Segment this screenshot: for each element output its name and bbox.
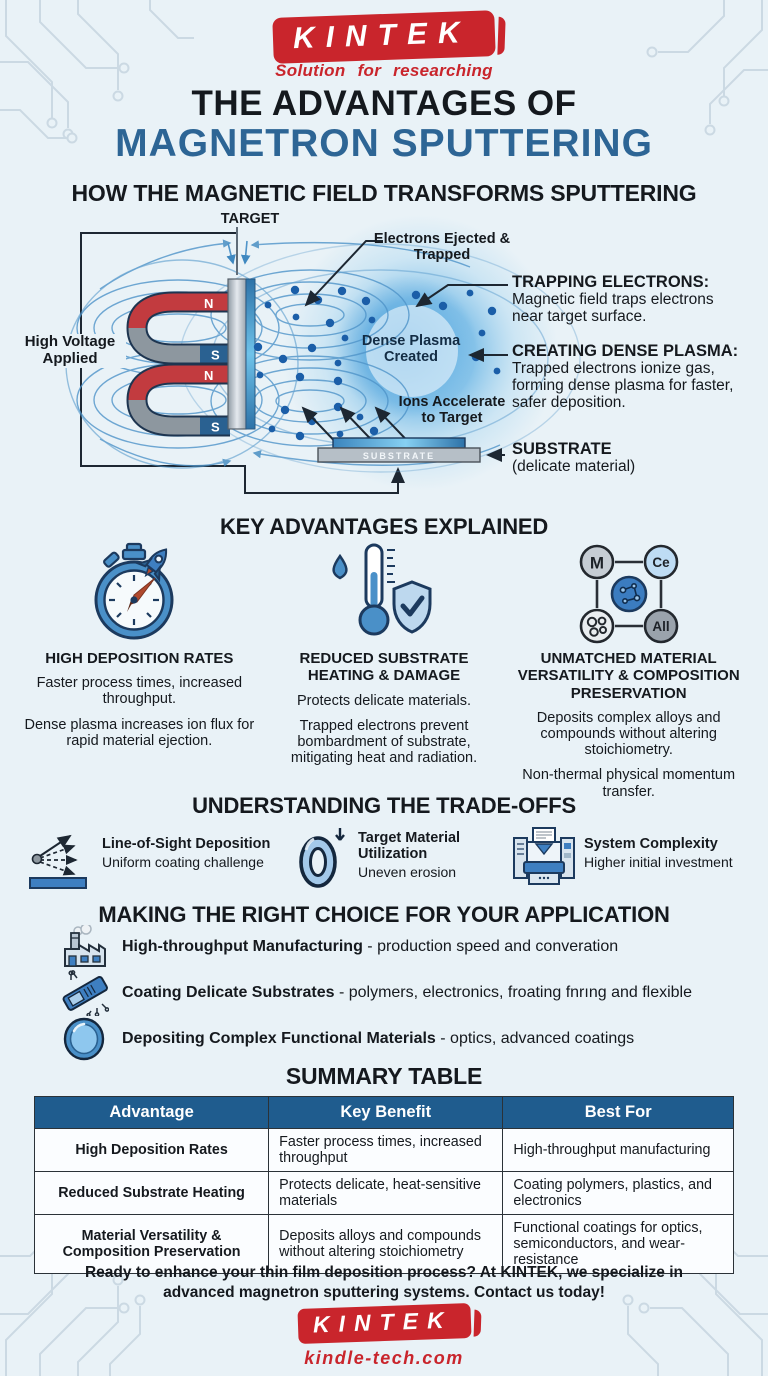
table-cell: Reduced Substrate Heating — [35, 1172, 269, 1215]
table-cell: Faster process times, increased throughput — [269, 1129, 503, 1172]
application-label: Coating Delicate Substrates — [122, 984, 335, 1001]
application-description: - optics, advanced coatings — [440, 1030, 635, 1047]
ions-accelerate-label: Ions Accelerate to Target — [398, 394, 506, 427]
advantage-paragraph: Protects delicate materials. — [296, 692, 472, 709]
target-bar — [228, 279, 246, 429]
diagram-heading: HOW THE MAGNETIC FIELD TRANSFORMS SPUTTERING — [71, 180, 697, 206]
application-description: - production speed and converation — [367, 938, 619, 955]
annotation-trapping-electrons — [512, 274, 747, 326]
tradeoff-subtitle: Uniform coating challenge — [102, 854, 264, 871]
advantages-heading: KEY ADVANTAGES EXPLAINED — [219, 514, 549, 539]
advantage-paragraph: Dense plasma increases ion flux for rapid material ejection. — [24, 716, 255, 749]
annotation-title: SUBSTRATE — [512, 440, 612, 458]
annotation-substrate — [512, 441, 747, 476]
table-cell: Protects delicate, heat-sensitive materials — [269, 1172, 503, 1215]
cta-text — [0, 1263, 768, 1303]
annotation-title: CREATING DENSE PLASMA: — [512, 342, 739, 360]
advantage-paragraph: Trapped electrons prevent bombardment of substrate, mitigating heat and radiation. — [290, 717, 478, 767]
main-title-line2: MAGNETRON SPUTTERING — [115, 122, 653, 165]
substrate-coating-layer — [333, 438, 465, 448]
table-cell: High-throughput manufacturing — [503, 1129, 734, 1172]
annotation-text: (delicate material) — [512, 458, 636, 476]
molecule-label-m: M — [589, 553, 604, 573]
molecule-label-all: All — [652, 619, 670, 634]
advantage-material-versatility — [513, 542, 744, 809]
electrons-ejected-label: Electrons Ejected & Trapped — [373, 231, 511, 264]
advantages-row — [0, 542, 768, 809]
advantage-title: UNMATCHED MATERIAL VERSATILITY & COMPOSITION PRESERVATION — [517, 650, 740, 702]
table-row — [35, 1172, 734, 1215]
magnet-south-label: S — [211, 347, 220, 363]
magnet-north-label: N — [204, 296, 214, 311]
tradeoff-title: Line-of-Sight Deposition — [102, 836, 271, 852]
annotation-dense-plasma — [512, 343, 747, 412]
application-row-manufacturing — [0, 924, 768, 970]
header-logo-row — [0, 14, 768, 60]
annotation-title: TRAPPING ELECTRONS: — [512, 273, 710, 291]
system-machine-icon — [512, 826, 576, 888]
table-cell: Coating polymers, plastics, and electronics — [503, 1172, 734, 1215]
table-cell: High Deposition Rates — [35, 1129, 269, 1172]
advantage-title: HIGH DEPOSITION RATES — [45, 650, 234, 667]
table-header-row — [35, 1097, 734, 1129]
kintek-logo — [272, 10, 495, 64]
summary-table — [34, 1096, 734, 1274]
summary-table-heading: SUMMARY TABLE — [285, 1063, 483, 1089]
column-header-key-benefit: Key Benefit — [269, 1097, 503, 1129]
tradeoffs-row — [0, 820, 768, 904]
table-cell: Deposits alloys and compounds without altering stoichiometry — [269, 1215, 503, 1274]
tradeoff-title: Target Material Utilization — [358, 830, 461, 863]
table-row — [35, 1129, 734, 1172]
spray-deposition-icon — [28, 830, 94, 892]
application-label: High-throughput Manufacturing — [122, 938, 363, 955]
advantage-reduced-heating — [269, 542, 500, 809]
magnet-north-label: N — [204, 368, 214, 383]
target-ring-icon — [292, 824, 348, 892]
main-title-line1: THE ADVANTAGES OF — [191, 84, 577, 123]
tradeoff-title: System Complexity — [584, 836, 718, 852]
thermometer-shield-icon — [324, 542, 444, 646]
advantage-paragraph: Faster process times, increased throughput. — [36, 675, 243, 708]
tradeoff-system-complexity — [584, 836, 764, 870]
advantage-high-deposition — [24, 542, 255, 809]
kintek-footer-logo — [297, 1303, 471, 1344]
advantage-paragraph: Deposits complex alloys and compounds without altering stoichiometry. — [536, 709, 721, 759]
dense-plasma-label: Dense Plasma Created — [361, 333, 461, 366]
target-label: TARGET — [220, 211, 280, 227]
tradeoffs-heading: UNDERSTANDING THE TRADE-OFFS — [192, 793, 576, 818]
application-row-delicate-substrates — [0, 970, 768, 1016]
table-cell: Material Versatility & Composition Preservation — [35, 1215, 269, 1274]
tradeoff-line-of-sight — [102, 836, 287, 870]
magnetron-diagram — [0, 205, 768, 505]
kintek-logo-text: KINTEK — [292, 15, 472, 56]
factory-icon — [61, 925, 109, 969]
molecule-icon — [577, 542, 681, 646]
cta-line2: advanced magnetron sputtering systems. Contact us today! — [163, 1284, 605, 1302]
high-voltage-label: High Voltage Applied — [14, 334, 126, 368]
magnet-south-label: S — [211, 419, 220, 435]
annotation-text: Magnetic field traps electrons near target surface. — [512, 291, 714, 326]
application-row-functional-materials — [0, 1016, 768, 1062]
tradeoff-target-utilization — [358, 830, 493, 881]
column-header-advantage: Advantage — [35, 1097, 269, 1129]
kintek-logo-text: KINTEK — [312, 1306, 453, 1338]
application-description: - polymers, electronics, froating fnrıng and flexible — [338, 984, 693, 1001]
applications-list — [0, 924, 768, 1062]
footer-logo-row — [0, 1306, 768, 1341]
tradeoff-subtitle: Higher initial investment — [584, 854, 733, 871]
stopwatch-rocket-icon — [79, 542, 199, 646]
cta-line1: Ready to enhance your thin film deposition process? At KINTEK, we specialize in — [84, 1264, 683, 1281]
logo-tagline: Solution for researching — [275, 61, 493, 80]
column-header-best-for: Best For — [503, 1097, 734, 1129]
tradeoff-subtitle: Uneven erosion — [358, 864, 457, 881]
lens-icon — [62, 1017, 108, 1061]
application-label: Depositing Complex Functional Materials — [122, 1030, 436, 1047]
substrate-bar-label: SUBSTRATE — [362, 451, 436, 461]
chip-icon — [61, 970, 109, 1016]
annotation-text: Trapped electrons ionize gas, forming dense plasma for faster, safer deposition. — [512, 360, 734, 411]
molecule-label-ce: Ce — [652, 555, 670, 570]
advantage-title: REDUCED SUBSTRATE HEATING & DAMAGE — [299, 650, 469, 685]
applications-heading: MAKING THE RIGHT CHOICE FOR YOUR APPLICATION — [98, 902, 670, 927]
advantage-paragraph: Non-thermal physical momentum transfer. — [522, 767, 736, 800]
website-link[interactable]: kindle-tech.com — [304, 1348, 464, 1368]
table-cell: Functional coatings for optics, semiconductors, and wear-resistance — [503, 1215, 734, 1274]
